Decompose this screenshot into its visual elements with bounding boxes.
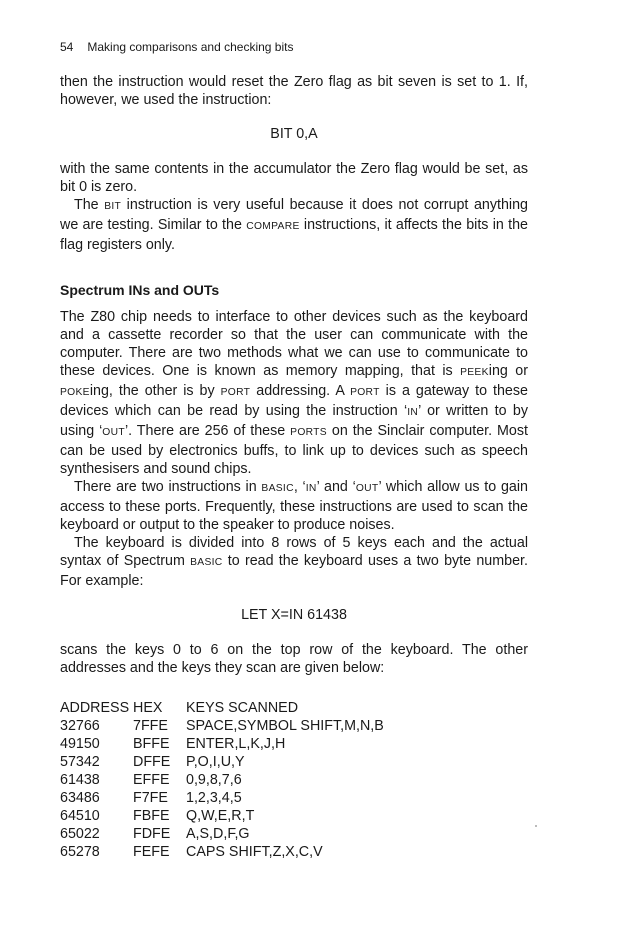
running-title: Making comparisons and checking bits [87,40,294,54]
table-row: 49150 BFFE ENTER,L,K,J,H [60,736,286,752]
scan-speck [535,825,537,827]
column-header-hex: HEX [133,700,163,716]
keyboard-address-table [60,699,384,861]
paragraph-6: The keyboard is divided into 8 rows of 5 keys each and the actual syntax of Spectrum BASIC to read the keyboard uses a two byte number. For example: [60,535,528,589]
book-page [60,38,528,861]
code-example-bit: BIT 0,A [270,126,318,142]
page-number: 54 [60,40,74,54]
paragraph-1: then the instruction would reset the Zero flag as bit seven is set to 1. If, however, we used the instruction: [60,74,528,108]
paragraph-3: The BIT instruction is very useful because it does not corrupt anything we are testing. Similar to the COMPARE instructions, it affects the bits in the flag registers only. [60,197,529,253]
table-row: 61438 EFFE 0,9,8,7,6 [60,772,242,788]
table-header-row [60,699,384,717]
running-header [60,38,528,56]
paragraph-7: scans the keys 0 to 6 on the top row of the keyboard. The other addresses and the keys they scan are given below: [60,642,528,676]
table-row: 63486 F7FE 1,2,3,4,5 [60,790,242,806]
section-heading: Spectrum INs and OUTs [60,282,220,298]
column-header-address: ADDRESS [60,700,130,716]
paragraph-2: with the same contents in the accumulator the Zero flag would be set, as bit 0 is zero. [60,161,528,195]
code-example-let: LET X=IN 61438 [241,607,347,623]
table-row: 65278 FEFE CAPS SHIFT,Z,X,C,V [60,844,323,860]
paragraph-5: There are two instructions in BASIC, ‘IN’ and ‘OUT’ which allow us to gain access to these ports. Frequently, these instructions are used to scan the keyboard or output to the speaker to produce noises. [60,479,529,533]
table-row: 65022 FDFE A,S,D,F,G [60,826,250,842]
column-header-keys: KEYS SCANNED [186,700,299,716]
table-row: 32766 7FFE SPACE,SYMBOL SHIFT,M,N,B [60,718,384,734]
table-row: 57342 DFFE P,O,I,U,Y [60,754,245,770]
table-row: 64510 FBFE Q,W,E,R,T [60,808,255,824]
paragraph-4: The Z80 chip needs to interface to other devices such as the keyboard and a cassette recorder so that the user can communicate with the computer. There are two methods what we can use to communicate to these devices. One is known as memory mapping, that is PEEKing or POKEing, the other is by PORT addressing. A PORT is a gateway to these devices which can be read by using the instruction ‘IN’ or written to by using ‘OUT’. There are 256 of these PORTS on the Sinclair computer. Most can be used by electronics buffs, to link up to devices such as speech synthesisers and sound chips. [60,309,529,477]
